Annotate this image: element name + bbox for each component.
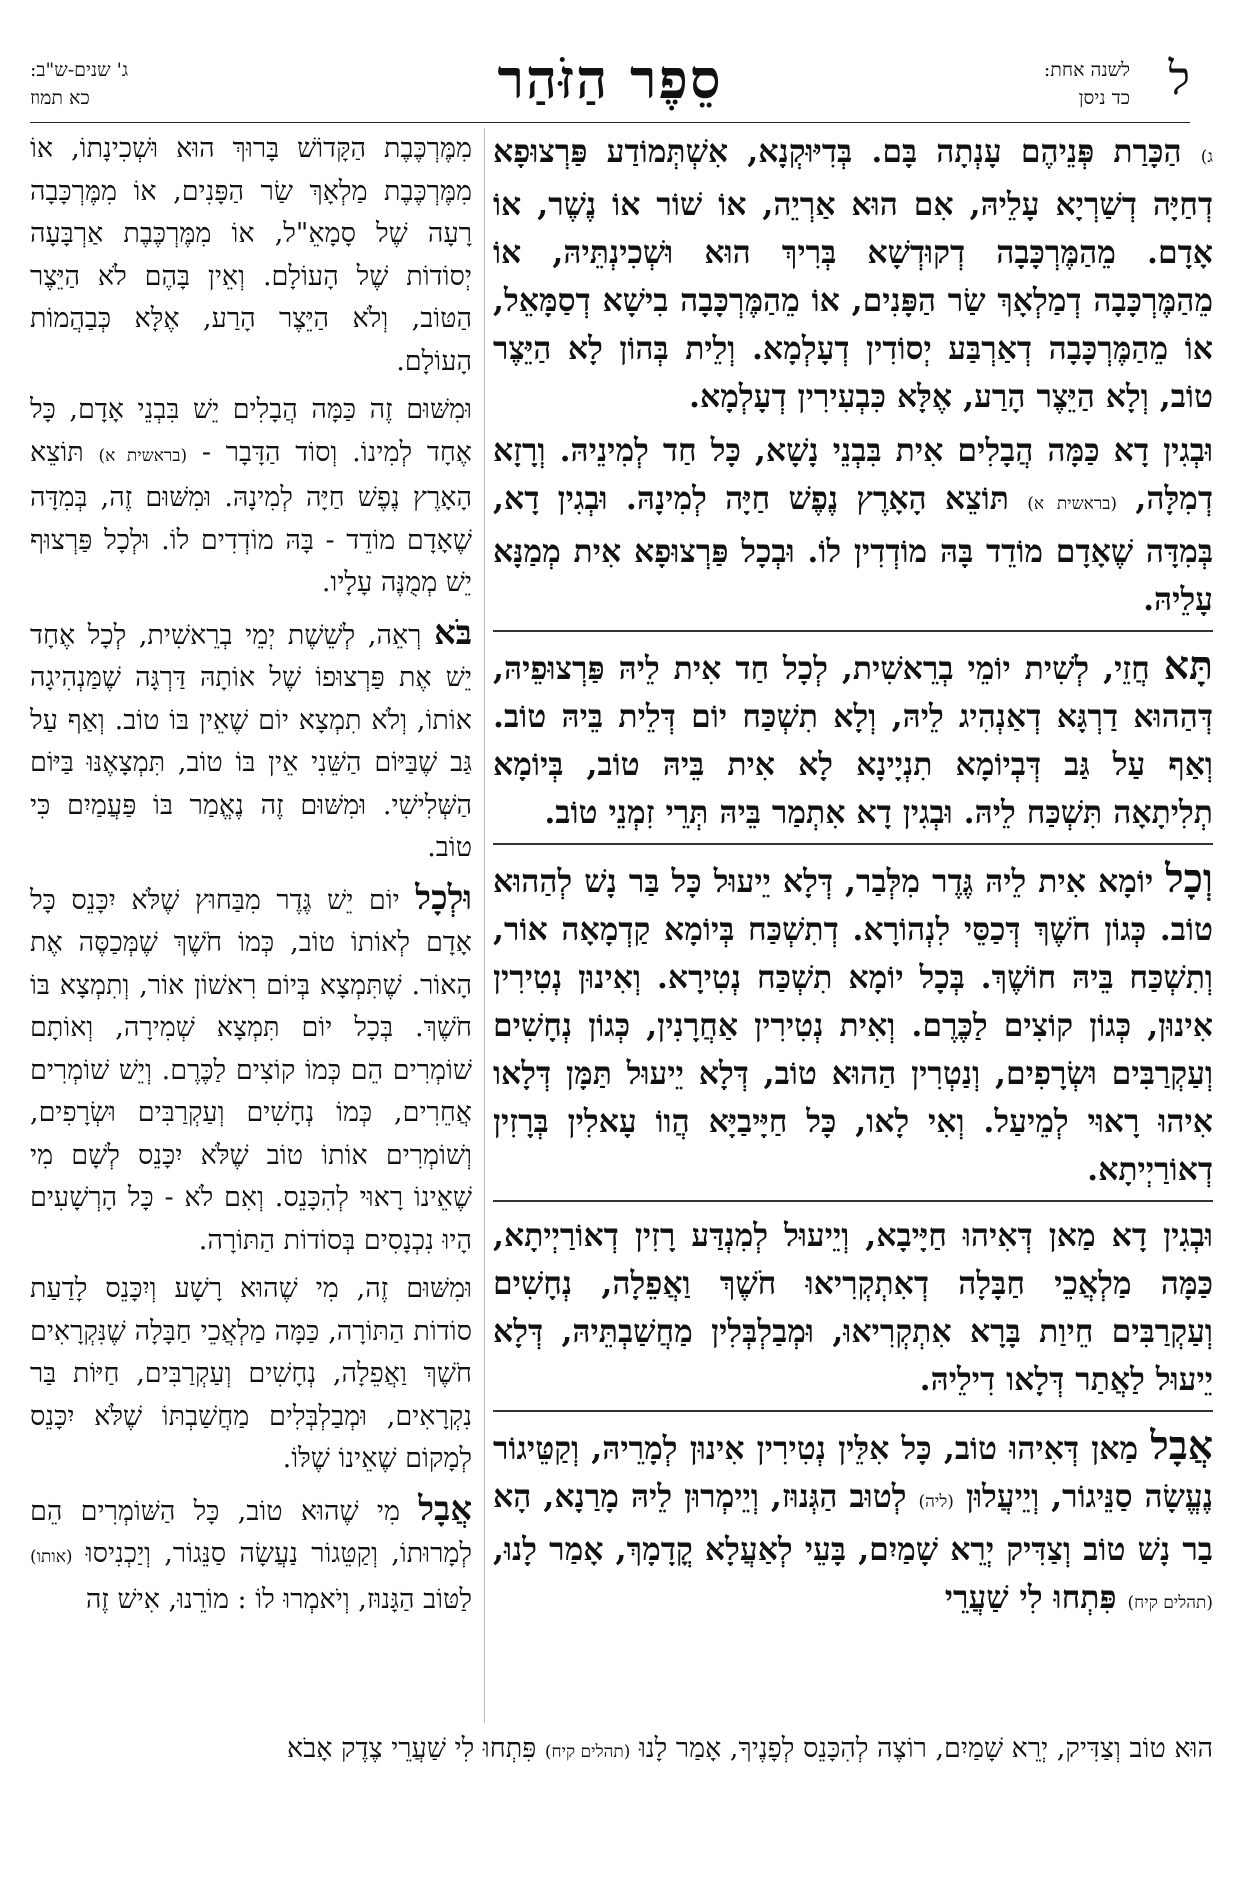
verse-reference: (בראשית א)	[1027, 494, 1118, 514]
date-one-year: כד ניסן	[1078, 87, 1130, 109]
date-three-years: כא תמוז	[30, 87, 90, 109]
translation-paragraph	[30, 1268, 472, 1481]
paragraph	[493, 642, 1213, 845]
opening-word: תָּא	[1163, 643, 1213, 689]
header-left-info	[30, 56, 128, 112]
translation-text: פִּתְחוּ לִי שַׁעֲרֵי צֶדֶק אָבֹא	[287, 1733, 545, 1764]
schedule-one-year: לשנה אחת:	[1043, 59, 1130, 81]
paragraph	[493, 1422, 1213, 1627]
paragraph-text: וּבְגִין דָא כַּמָּה הֲבָלִים אִית בִּבְנֵי נָשָׁא, כָּל חַד לְמִינֵיהּ. וְרָזָא דְמִלָּה,	[493, 432, 1213, 517]
translation-paragraph	[30, 389, 472, 605]
page-header	[30, 48, 1190, 120]
translation-text: מִי שֶׁהוּא טוֹב, כָּל הַשּׁוֹמְרִים הֵם לְמָרוּתוֹ, וְקַטֵּגוֹר נַעֲשָׂה סַנֵּגוֹר, וְיַכְנִיסוּ	[30, 1495, 472, 1569]
translation-text: וּמִשּׁוּם זֶה כַּמָּה הֲבָלִים יֵשׁ בִּבְנֵי אָדָם, כָּל אֶחָד לְמִינוֹ. וְסוֹד הַדָּבָר -	[30, 394, 472, 468]
translation-paragraph	[30, 876, 472, 1263]
paragraph-text: פִּתְחוּ לִי שַׁעֲרֵי	[944, 1579, 1128, 1616]
paragraph-text: וּבְגִין דָא מַאן דְּאִיהוּ חַיָּיבָא, וְיֵיעוּל לְמִנְדַּע רָזִין דְאוֹרַיְיתָא, כַּמָּה מַלְאֲכֵי חַבָּלָה דְאִתְקְרִיאוּ חֹשֶׁךְ וַאֲפֵלָה, נְחָשִׁים וְעַקְרַבִּים חֵיוַת בָּרָא אִתְקְרִיאוּ, וּמְבַלְבְּלִין מַחֲשַׁבְתֵּיהּ, דְּלָא יֵיעוּל לַאֲתַר דְּלָאו דִילֵיהּ.	[493, 1217, 1213, 1398]
column-divider	[484, 128, 485, 1723]
translation-text: הוּא טוֹב וְצַדִּיק, יְרֵא שָׁמַיִם, רוֹצֶה לְהִכָּנֵס לְפָנֶיךָ, אָמַר לָנוּ	[630, 1733, 1213, 1764]
paragraph-text: יוֹמָא אִית לֵיהּ גֶּדֶר מִלְּבַר, דְּלָא יֵיעוּל כָּל בַּר נָשׁ לְהַהוּא טוֹב. כְּגוֹן חֹשֶׁךְ דְּכַסֵּי לִנְהוֹרָא. דְתִשְׁכַּח בְּיוֹמָא קַדְמָאָה אוֹר, וְתִשְׁכַּח בֵּיהּ חוֹשֶׁךְ. בְּכָל יוֹמָא תִשְׁכַּח נְטִירָא. וְאִינוּן נְטִירִין אִינוּן, כְּגוֹן קוֹצִים לַכֶּרֶם. וְאִית נְטִירִין אַחֲרָנִין, כְּגוֹן נְחָשִׁים וְעַקְרַבִּים וּשְׂרָפִים, וְנַטְרִין הַהוּא טוֹב, דְּלָא יֵיעוּל תַּמָּן דְּלָאו אִיהוּ רָאוּי לְמֵיעַל. וְאִי לָאו, כָּל חַיָּיבַיָּא הֲווֹ עָאלִין בְּרָזִין דְאוֹרַיְיתָא.	[493, 863, 1213, 1188]
opening-word: אֲבָל	[1150, 1423, 1213, 1469]
bottom-continuation-line	[30, 1728, 1213, 1773]
verse-reference: (תהלים קיח)	[544, 1742, 631, 1762]
page-letter: ל	[1168, 51, 1190, 105]
translation-text: מִמֶּרְכֶּבֶת הַקָּדוֹשׁ בָּרוּךְ הוּא וּשְׁכִינָתוֹ, אוֹ מִמֶּרְכֶּבֶת מַלְאָךְ שַׂר הַפָּנִים, אוֹ מִמֶּרְכָּבָה רָעָה שֶׁל סָמָאֵ"ל, אוֹ מִמֶּרְכֶּבֶת אַרְבָּעָה יְסוֹדוֹת שֶׁל הָעוֹלָם. וְאֵין בָּהֶם לֹא הַיֵּצֶר הַטּוֹב, וְלֹא הַיֵּצֶר הָרַע, אֶלָּא כְּבַהֲמוֹת הָעוֹלָם.	[30, 133, 472, 377]
translation-text: תּוֹצֵא הָאָרֶץ נֶפֶשׁ חַיָּה לְמִינָהּ. וּמִשּׁוּם זֶה, בְּמִדָּה שֶׁאָדָם מוֹדֵד - בָּהּ מוֹדְדִים לוֹ. וּלְכָל פַּרְצוּף יֵשׁ מְמֻנֶּה עָלָיו.	[30, 436, 472, 598]
schedule-three-years: ג' שנים-ש"ב:	[30, 59, 129, 81]
translation-paragraph	[30, 128, 472, 383]
main-aramaic-column	[493, 128, 1213, 1723]
paragraph-text: מַאן דְּאִיהוּ טוֹב, כָּל אִלֵּין נְטִירִין אִינוּן לְמָרֵיהּ, וְקַטֵּיגוֹר נֶעֱשָׂה סַנֵּיגוֹר, וְיֵיעֲלוּן	[493, 1430, 1213, 1515]
verse-reference: (בראשית א)	[98, 445, 188, 466]
verse-reference: (תהלים קיח)	[1127, 1593, 1213, 1613]
opening-word: בֹּא	[434, 611, 472, 652]
paragraph	[493, 855, 1213, 1202]
translation-paragraph	[30, 611, 472, 870]
opening-word: וּלְכָל	[415, 876, 472, 917]
paragraph	[493, 128, 1213, 421]
paragraph	[493, 427, 1213, 632]
translation-text: וּמִשּׁוּם זֶה, מִי שֶׁהוּא רָשָׁע וְיִכָּנֵס לָדַעַת סוֹדוֹת הַתּוֹרָה, כַּמָּה מַלְאֲכֵי חַבָּלָה שֶׁנִּקְרָאִים חֹשֶׁךְ וַאֲפֵלָה, נְחָשִׁים וְעַקְרַבִּים, חַיּוֹת בַּר נִקְרָאִים, וּמְבַלְבְּלִים מַחֲשַׁבְתּוֹ שֶׁלֹּא יִכָּנֵס לְמָקוֹם שֶׁאֵינוֹ שֶׁלּוֹ.	[30, 1273, 472, 1474]
verse-reference: (אותו)	[30, 1547, 73, 1567]
hebrew-translation-column	[30, 128, 472, 1723]
paragraph-text: תּוֹצֵא הָאָרֶץ נֶפֶשׁ חַיָּה לְמִינָהּ. וּבְגִין דָא, בְּמִדָּה שֶׁאָדָם מוֹדֵד בָּהּ מוֹדְדִין לוֹ. וּבְכָל פַּרְצוּפָא אִית מְמַנָּא עָלֵיהּ.	[493, 480, 1213, 618]
translation-text: לַטּוֹב הַגָּנוּז, וְיֹאמְרוּ לוֹ : מוֹרֵנוּ, אִישׁ זֶה	[85, 1583, 472, 1615]
paragraph	[493, 1212, 1213, 1412]
verse-reference: (ליה)	[918, 1492, 954, 1512]
opening-word: אֲבָל	[418, 1487, 472, 1528]
translation-paragraph	[30, 1487, 472, 1622]
header-rule	[30, 122, 1190, 123]
paragraph-number: ג)	[1200, 147, 1213, 167]
translation-text: יוֹם יֵשׁ גֶּדֶר מִבַּחוּץ שֶׁלֹּא יִכָּנֵס כָּל אָדָם לְאוֹתוֹ טוֹב, כְּמוֹ חֹשֶׁךְ שֶׁמְּכַסֶּה אֶת הָאוֹר. שֶׁתִּמְצָא בְּיוֹם רִאשׁוֹן אוֹר, וְתִמְצָא בּוֹ חֹשֶׁךְ. בְּכָל יוֹם תִּמְצָא שְׁמִירָה, וְאוֹתָם שׁוֹמְרִים הֵם כְּמוֹ קוֹצִים לַכֶּרֶם. וְיֵשׁ שׁוֹמְרִים אֲחֵרִים, כְּמוֹ נְחָשִׁים וְעַקְרַבִּים וּשְׂרָפִים, וְשׁוֹמְרִים אוֹתוֹ טוֹב שֶׁלֹּא יִכָּנֵס לְשָׁם מִי שֶׁאֵינוֹ רָאוּי לְהִכָּנֵס. וְאִם לֹא - כָּל הָרְשָׁעִים הָיוּ נִכְנָסִים בְּסוֹדוֹת הַתּוֹרָה.	[30, 884, 472, 1256]
book-title: סֵפֶר הַזֹּהַר	[497, 47, 723, 111]
paragraph-text: הַכָּרַת פְּנֵיהֶם עָנְתָה בָּם. בְּדִיּוּקְנָא, אִשְׁתְּמוֹדַע פַּרְצוּפָא דְחַיָּה דְשַׁרְיָא עָלֵיהּ, אִם הוּא אַרְיֵה, אוֹ שׁוֹר אוֹ נֶשֶׁר, אוֹ אָדָם. מֵהַמֶּרְכָּבָה דְקוּדְשָׁא בְּרִיךְ הוּא וּשְׁכִינְתֵּיהּ, אוֹ מֵהַמֶּרְכָּבָה דְמַלְאָךְ שַׂר הַפָּנִים, אוֹ מֵהַמֶּרְכָּבָה בִישָׁא דְסַמָּאֵל, אוֹ מֵהַמֶּרְכָּבָה דְאַרְבַּע יְסוֹדִין דְעָלְמָא. וְלֵית בְּהוֹן לָא הַיֵּצֶר טוֹב, וְלָא הַיֵּצֶר הָרַע, אֶלָּא כִּבְעִירִין דְעָלְמָא.	[493, 133, 1213, 415]
paragraph-text: לְטוּב הַגְּנוּז, וְיֵימְרוּן לֵיהּ מָרַנָא, הָא בַר נָשׁ טוֹב וְצַדִּיק יְרֵא שָׁמַיִם, בָּעֵי לְאַעֲלָא קֳדָמָךְ, אָמַר לָנוּ,	[493, 1478, 1213, 1568]
opening-word: וְכָל	[1165, 856, 1213, 902]
translation-text: רְאֵה, לְשֵׁשֶׁת יְמֵי בְרֵאשִׁית, לְכָל אֶחָד יֵשׁ אֶת פַּרְצוּפוֹ שֶׁל אוֹתָהּ דַּרְגָּה שֶׁמַּנְהִיגָה אוֹתוֹ, וְלֹא תִמְצָא יוֹם שֶׁאֵין בּוֹ טוֹב. וְאַף עַל גַּב שֶׁבַּיּוֹם הַשֵּׁנִי אֵין בּוֹ טוֹב, תִּמְצָאֶנּוּ בַּיּוֹם הַשְּׁלִישִׁי. וּמִשּׁוּם זֶה נֶאֱמַר בּוֹ פַּעֲמַיִם כִּי טוֹב.	[30, 619, 472, 863]
paragraph-text: חֲזֵי, לְשִׁית יוֹמֵי בְרֵאשִׁית, לְכָל חַד אִית לֵיהּ פַּרְצוּפֵיהּ, דְּהַהוּא דַרְגָּא דְאַנְהִיג לֵיהּ, וְלָא תִשְׁכַּח יוֹם דְּלֵית בֵּיהּ טוֹב. וְאַף עַל גַּב דְּבְיוֹמָא תִנְיָינָא לָא אִית בֵּיהּ טוֹב, בְּיוֹמָא תְלִיתָאָה תִּשְׁכַּח לֵיהּ. וּבְגִין דָא אִתְמַר בֵּיהּ תְּרֵי זִמְנֵי טוֹב.	[493, 650, 1213, 831]
